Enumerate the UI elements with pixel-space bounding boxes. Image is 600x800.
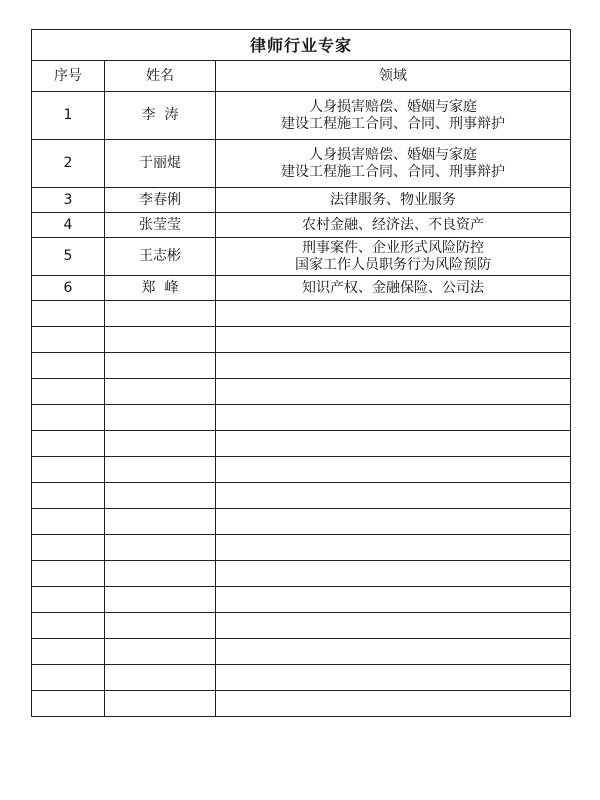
- row-name: 李春俐: [105, 188, 216, 213]
- empty-row: [32, 665, 571, 691]
- expert-table: [31, 29, 571, 717]
- header-field: 领域: [216, 61, 571, 92]
- empty-cell: [32, 535, 105, 561]
- empty-cell: [32, 353, 105, 379]
- empty-row: [32, 587, 571, 613]
- header-index: 序号: [32, 61, 105, 92]
- expert-table-sheet: [31, 29, 570, 717]
- empty-row: [32, 457, 571, 483]
- row-index: 4: [32, 213, 105, 238]
- empty-cell: [32, 561, 105, 587]
- row-index: 5: [32, 238, 105, 276]
- row-name: 李 涛: [105, 92, 216, 140]
- empty-cell: [105, 431, 216, 457]
- empty-cell: [32, 301, 105, 327]
- empty-cell: [216, 561, 571, 587]
- empty-cell: [32, 691, 105, 717]
- empty-row: [32, 379, 571, 405]
- empty-cell: [32, 405, 105, 431]
- empty-rows: [32, 301, 571, 717]
- empty-row: [32, 301, 571, 327]
- empty-cell: [32, 639, 105, 665]
- empty-cell: [216, 405, 571, 431]
- empty-row: [32, 639, 571, 665]
- empty-cell: [216, 691, 571, 717]
- empty-cell: [105, 613, 216, 639]
- empty-cell: [105, 457, 216, 483]
- empty-cell: [105, 483, 216, 509]
- row-field-line: 建设工程施工合同、合同、刑事辩护: [281, 115, 506, 132]
- empty-cell: [105, 561, 216, 587]
- empty-cell: [105, 639, 216, 665]
- row-field: [216, 140, 571, 188]
- empty-cell: [216, 639, 571, 665]
- row-index: 1: [32, 92, 105, 140]
- empty-cell: [216, 665, 571, 691]
- row-name: 于丽焜: [105, 140, 216, 188]
- empty-row: [32, 691, 571, 717]
- row-name: 郑 峰: [105, 276, 216, 301]
- empty-row: [32, 405, 571, 431]
- empty-row: [32, 561, 571, 587]
- empty-cell: [105, 535, 216, 561]
- empty-cell: [105, 405, 216, 431]
- empty-cell: [32, 587, 105, 613]
- empty-row: [32, 327, 571, 353]
- empty-cell: [216, 587, 571, 613]
- row-field-line: 国家工作人员职务行为风险预防: [295, 256, 492, 273]
- row-field: [216, 238, 571, 276]
- row-field: [216, 92, 571, 140]
- row-field-line: 人身损害赔偿、婚姻与家庭: [309, 98, 478, 115]
- empty-cell: [216, 509, 571, 535]
- empty-cell: [32, 327, 105, 353]
- empty-cell: [105, 665, 216, 691]
- empty-cell: [32, 379, 105, 405]
- row-index: 3: [32, 188, 105, 213]
- empty-cell: [216, 613, 571, 639]
- empty-cell: [32, 509, 105, 535]
- empty-cell: [216, 379, 571, 405]
- empty-cell: [32, 613, 105, 639]
- row-field-line: 知识产权、金融保险、公司法: [302, 279, 485, 296]
- empty-row: [32, 613, 571, 639]
- empty-cell: [216, 457, 571, 483]
- table-row: [32, 276, 571, 301]
- row-name: 张莹莹: [105, 213, 216, 238]
- empty-row: [32, 535, 571, 561]
- empty-row: [32, 483, 571, 509]
- row-field: [216, 276, 571, 301]
- empty-cell: [216, 301, 571, 327]
- header-name: 姓名: [105, 61, 216, 92]
- empty-cell: [32, 483, 105, 509]
- table-row: [32, 238, 571, 276]
- table-title: 律师行业专家: [32, 30, 571, 61]
- empty-cell: [105, 509, 216, 535]
- empty-cell: [105, 327, 216, 353]
- table-row: [32, 92, 571, 140]
- empty-cell: [105, 587, 216, 613]
- table-row: [32, 188, 571, 213]
- empty-cell: [216, 353, 571, 379]
- table-row: [32, 213, 571, 238]
- empty-cell: [32, 665, 105, 691]
- empty-cell: [105, 301, 216, 327]
- empty-cell: [216, 431, 571, 457]
- empty-row: [32, 509, 571, 535]
- empty-cell: [105, 379, 216, 405]
- empty-cell: [216, 483, 571, 509]
- empty-row: [32, 353, 571, 379]
- empty-cell: [216, 535, 571, 561]
- table-row: [32, 140, 571, 188]
- row-field: [216, 213, 571, 238]
- row-index: 2: [32, 140, 105, 188]
- empty-cell: [216, 327, 571, 353]
- row-field-line: 农村金融、经济法、不良资产: [302, 216, 485, 233]
- row-field-line: 人身损害赔偿、婚姻与家庭: [309, 146, 478, 163]
- empty-cell: [32, 457, 105, 483]
- row-field: [216, 188, 571, 213]
- empty-cell: [105, 691, 216, 717]
- row-field-line: 法律服务、物业服务: [330, 191, 457, 208]
- row-field-line: 建设工程施工合同、合同、刑事辩护: [281, 163, 506, 180]
- empty-cell: [32, 431, 105, 457]
- row-index: 6: [32, 276, 105, 301]
- row-name: 王志彬: [105, 238, 216, 276]
- row-field-line: 刑事案件、企业形式风险防控: [302, 239, 485, 256]
- empty-row: [32, 431, 571, 457]
- empty-cell: [105, 353, 216, 379]
